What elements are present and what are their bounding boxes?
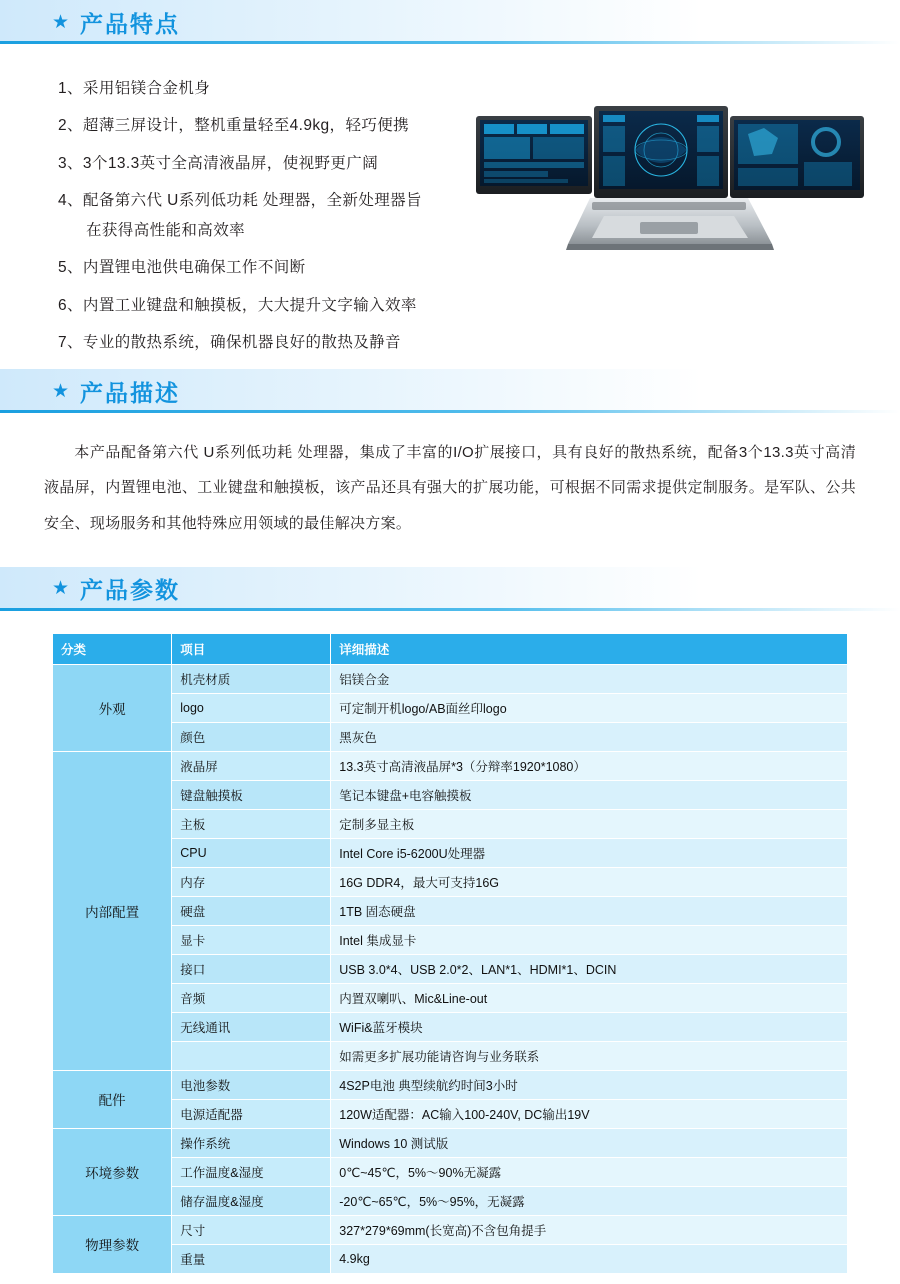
table-row xyxy=(53,664,848,693)
table-cell-category: 物理参数 xyxy=(53,1215,172,1273)
table-cell-item: CPU xyxy=(172,838,331,867)
table-row xyxy=(53,1012,848,1041)
table-cell-item: 储存温度&湿度 xyxy=(172,1186,331,1215)
star-icon: ★ xyxy=(52,11,70,33)
table-cell-detail: 13.3英寸高清液晶屏*3（分辩率1920*1080） xyxy=(331,751,848,780)
table-row xyxy=(53,780,848,809)
description-paragraph: 本产品配备第六代 U系列低功耗 处理器，集成了丰富的I/O扩展接口，具有良好的散热系统，配备3个13.3英寸高清液晶屏，内置锂电池、工业键盘和触摸板，该产品还具有强大的扩展功能，可根据不同需求提供定制服务。是军队、公共安全、现场服务和其他特殊应用领域的最佳解决方案。 xyxy=(44,444,856,532)
table-header-cell: 详细描述 xyxy=(331,633,848,664)
table-row xyxy=(53,867,848,896)
table-row xyxy=(53,809,848,838)
list-item: 7、专业的散热系统，确保机器良好的散热及静音 xyxy=(58,333,401,351)
table-cell-category: 环境参数 xyxy=(53,1128,172,1215)
table-row xyxy=(53,1041,848,1070)
table-cell-item: 颜色 xyxy=(172,722,331,751)
params-table xyxy=(52,633,848,1274)
table-cell-item xyxy=(172,1041,331,1070)
table-cell-detail: 黑灰色 xyxy=(331,722,848,751)
table-cell-item: 电源适配器 xyxy=(172,1099,331,1128)
section-header-description xyxy=(0,369,900,413)
list-item: 6、内置工业键盘和触摸板，大大提升文字输入效率 xyxy=(58,296,417,314)
table-cell-category: 内部配置 xyxy=(53,751,172,1070)
table-row xyxy=(53,954,848,983)
table-cell-detail: 0℃~45℃，5%～90%无凝露 xyxy=(331,1157,848,1186)
table-row xyxy=(53,838,848,867)
list-item: 4、配备第六代 U系列低功耗 处理器，全新处理器旨 xyxy=(58,191,422,209)
table-header-cell: 分类 xyxy=(53,633,172,664)
section-title-params: 产品参数 xyxy=(80,577,181,604)
features-list xyxy=(0,70,520,361)
table-cell-item: 无线通讯 xyxy=(172,1012,331,1041)
table-row xyxy=(53,1128,848,1157)
table-cell-detail: 内置双喇叭、Mic&Line-out xyxy=(331,983,848,1012)
table-cell-item: 尺寸 xyxy=(172,1215,331,1244)
table-row xyxy=(53,722,848,751)
star-icon: ★ xyxy=(52,380,70,402)
table-cell-detail: 4.9kg xyxy=(331,1244,848,1273)
table-cell-item: logo xyxy=(172,693,331,722)
params-table-body xyxy=(53,664,848,1273)
table-row xyxy=(53,751,848,780)
table-cell-item: 液晶屏 xyxy=(172,751,331,780)
table-cell-item: 操作系统 xyxy=(172,1128,331,1157)
list-item: 5、内置锂电池供电确保工作不间断 xyxy=(58,259,306,277)
params-table-wrap xyxy=(0,611,900,1284)
table-cell-item: 重量 xyxy=(172,1244,331,1273)
table-cell-item: 接口 xyxy=(172,954,331,983)
table-row xyxy=(53,1070,848,1099)
table-row xyxy=(53,896,848,925)
table-cell-detail: 327*279*69mm(长宽高)不含包角提手 xyxy=(331,1215,848,1244)
table-cell-item: 音频 xyxy=(172,983,331,1012)
table-cell-category: 外观 xyxy=(53,664,172,751)
table-cell-detail: -20℃~65℃，5%～95%，无凝露 xyxy=(331,1186,848,1215)
table-row xyxy=(53,1215,848,1244)
table-cell-item: 显卡 xyxy=(172,925,331,954)
list-item-continuation: 在获得高性能和高效率 xyxy=(86,222,246,239)
table-cell-category: 配件 xyxy=(53,1070,172,1128)
table-row xyxy=(53,1244,848,1273)
table-cell-detail: Windows 10 测试版 xyxy=(331,1128,848,1157)
table-cell-detail: 铝镁合金 xyxy=(331,664,848,693)
list-item: 3、3个13.3英寸全高清液晶屏，使视野更广阔 xyxy=(58,154,379,172)
product-photo-three-screen-laptop xyxy=(472,98,872,258)
section-header-params xyxy=(0,567,900,611)
table-cell-detail: Intel 集成显卡 xyxy=(331,925,848,954)
star-icon: ★ xyxy=(52,578,70,600)
table-cell-detail: 120W适配器：AC输入100-240V, DC输出19V xyxy=(331,1099,848,1128)
table-cell-item: 电池参数 xyxy=(172,1070,331,1099)
table-cell-detail: 1TB 固态硬盘 xyxy=(331,896,848,925)
table-cell-detail: WiFi&蓝牙模块 xyxy=(331,1012,848,1041)
table-header-row xyxy=(53,633,848,664)
table-cell-detail: 定制多显主板 xyxy=(331,809,848,838)
table-cell-item: 主板 xyxy=(172,809,331,838)
section-title-features: 产品特点 xyxy=(80,10,181,37)
table-cell-detail: 16G DDR4，最大可支持16G xyxy=(331,867,848,896)
table-row xyxy=(53,1099,848,1128)
table-row xyxy=(53,925,848,954)
table-cell-detail: 如需更多扩展功能请咨询与业务联系 xyxy=(331,1041,848,1070)
table-cell-detail: 可定制开机logo/AB面丝印logo xyxy=(331,693,848,722)
section-title-description: 产品描述 xyxy=(80,379,181,406)
table-cell-detail: Intel Core i5-6200U处理器 xyxy=(331,838,848,867)
list-item: 2、超薄三屏设计，整机重量轻至4.9kg，轻巧便携 xyxy=(58,117,410,135)
table-row xyxy=(53,983,848,1012)
table-cell-item: 机壳材质 xyxy=(172,664,331,693)
section-header-features xyxy=(0,0,900,44)
table-row xyxy=(53,1186,848,1215)
table-cell-item: 键盘触摸板 xyxy=(172,780,331,809)
description-section xyxy=(0,413,900,567)
list-item: 1、采用铝镁合金机身 xyxy=(58,80,211,97)
table-header-cell: 项目 xyxy=(172,633,331,664)
table-row xyxy=(53,1157,848,1186)
table-cell-item: 硬盘 xyxy=(172,896,331,925)
table-cell-item: 内存 xyxy=(172,867,331,896)
table-cell-detail: 4S2P电池 典型续航约时间3小时 xyxy=(331,1070,848,1099)
table-cell-detail: USB 3.0*4、USB 2.0*2、LAN*1、HDMI*1、DCIN xyxy=(331,954,848,983)
features-section xyxy=(0,44,900,369)
table-cell-detail: 笔记本键盘+电容触摸板 xyxy=(331,780,848,809)
table-row xyxy=(53,693,848,722)
table-cell-item: 工作温度&湿度 xyxy=(172,1157,331,1186)
